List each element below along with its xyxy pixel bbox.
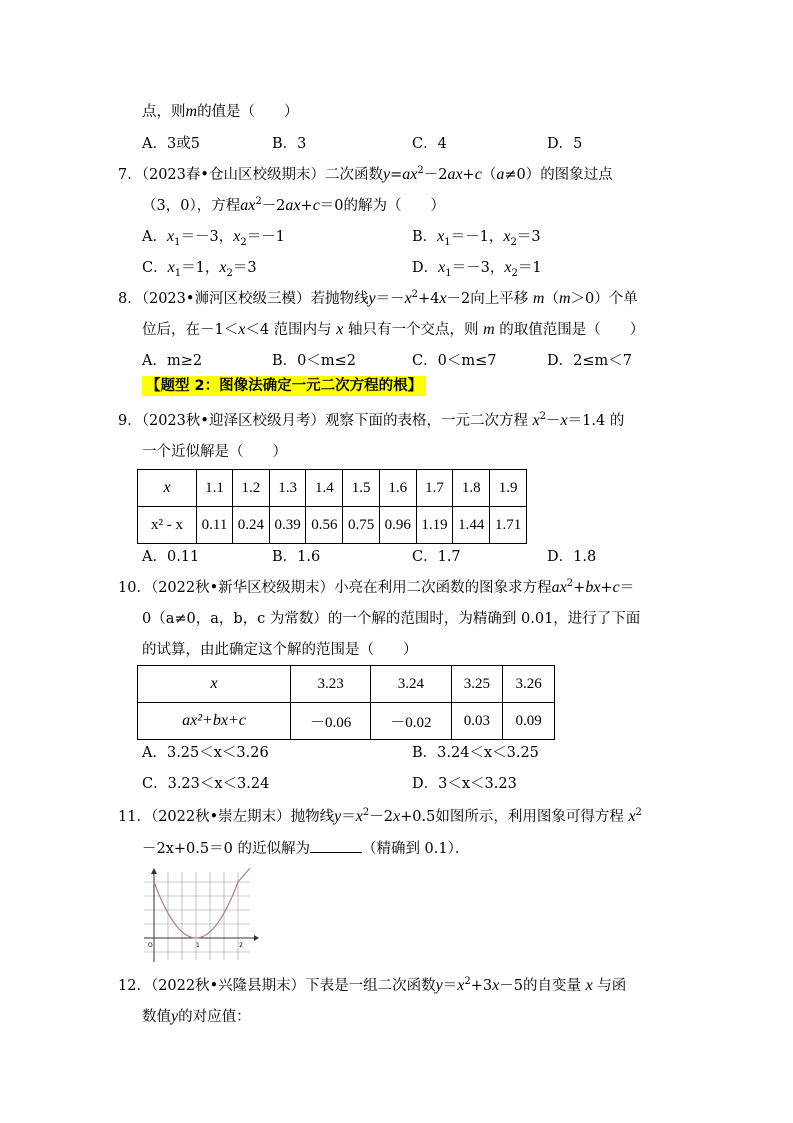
table-cell: 0.11 [197,507,233,544]
table-cell: 3.26 [503,666,555,703]
q6-option-c[interactable]: C．4 [412,136,447,152]
table-cell: 3.23 [291,666,371,703]
q9-option-d[interactable]: D．1.8 [547,549,597,565]
q8-stem-line1: 8．（2023•浉河区校级三模）若抛物线$y=-x^2+4x-2$向上平移 m（m＞0）个单 [118,289,638,307]
table-cell: 1.71 [490,507,527,544]
q9-option-a[interactable]: A．0.11 [142,549,200,565]
table-cell: 0.75 [343,507,380,544]
table-header-cell: x [138,470,197,507]
table-cell: －0.06 [291,703,371,740]
table-header-cell: x² - x [138,507,197,544]
q9-stem-line2: 一个近似解是（ ） [142,444,287,460]
table-header-cell: x [138,666,291,703]
q8-option-c[interactable]: C．0＜m≤7 [412,353,497,369]
q12-stem-line1: 12．（2022秋•兴隆县期末）下表是一组二次函数$y=x^2+3x-5$的自变量 x 与函 [118,976,627,994]
parabola-curve [154,868,250,938]
q6-stem: 点，则m的值是（ ） [142,103,299,120]
table-cell: 0.24 [233,507,270,544]
q6-option-b[interactable]: B．3 [272,136,307,152]
table-cell: 1.5 [343,470,380,507]
table-row [138,507,527,544]
q11-stem-line2: －2x+0.5＝0 的近似解为 （精确到 0.1）． [142,838,469,859]
tick-label-1: 1 [196,942,200,949]
table-cell: 0.96 [379,507,416,544]
table-row [138,666,555,703]
q10-option-d[interactable]: D．3＜x＜3.23 [412,776,517,792]
q7-stem-line2: （3，0），方程$ax^2-2ax+c=0$的解为（ ） [142,196,446,214]
q10-value-table [137,665,555,740]
table-cell: 0.56 [306,507,343,544]
q7-option-a[interactable]: A．$x_1=-3$，$x_2=-1$ [142,228,285,248]
tick-label-2: 2 [239,942,243,949]
q8-option-d[interactable]: D．2≤m＜7 [547,353,632,369]
table-cell: 1.4 [306,470,343,507]
table-cell: 1.19 [416,507,453,544]
table-cell: 1.8 [453,470,490,507]
q9-option-b[interactable]: B．1.6 [272,549,321,565]
table-cell: 1.1 [197,470,233,507]
q10-option-c[interactable]: C．3.23＜x＜3.24 [142,776,270,792]
table-cell: 1.9 [490,470,527,507]
table-cell: 0.39 [269,507,306,544]
q7-stem-line1: 7．（2023春•仓山区校级期末）二次函数$y=ax^2-2ax+c(a\ne 0)$的图象过点 [118,165,613,183]
q10-option-a[interactable]: A．3.25＜x＜3.26 [142,745,269,761]
q6-option-a[interactable]: A．3或5 [142,136,200,152]
table-cell: 1.44 [453,507,490,544]
table-cell: 3.24 [371,666,451,703]
q10-option-b[interactable]: B．3.24＜x＜3.25 [412,745,539,761]
table-cell: 1.6 [379,470,416,507]
x-axis-arrow [254,935,259,941]
q7-option-b[interactable]: B．$x_1=-1$，$x_2=3$ [412,228,541,248]
q9-value-table [137,469,527,544]
table-row [138,703,555,740]
y-axis-arrow [151,868,157,874]
section-heading-type2: 【题型 2：图像法确定一元二次方程的根】 [142,376,426,396]
q7-option-c[interactable]: C．$x_1=1$，$x_2=3$ [142,259,257,279]
table-cell: 1.3 [269,470,306,507]
q10-stem-line1: 10．（2022秋•新华区校级期末）小亮在利用二次函数的图象求方程$ax^2+bx+c=$ [118,578,635,596]
q8-stem-line2: 位后，在－1＜x＜4 范围内与 x 轴只有一个交点，则 m 的取值范围是（ ） [142,321,645,338]
table-row [138,470,527,507]
table-cell: 0.03 [451,703,503,740]
q9-stem-line1: 9．（2023秋•迎泽区校级月考）观察下面的表格，一元二次方程 $x^2-x=1.4$ 的 [118,411,625,429]
q12-stem-line2: 数值y的对应值： [142,1008,251,1025]
q6-option-d[interactable]: D．5 [547,136,583,152]
table-cell: 1.2 [233,470,270,507]
table-cell: －0.02 [371,703,451,740]
q8-option-b[interactable]: B．0＜m≤2 [272,353,357,369]
origin-label: O [148,942,153,949]
q10-stem-line3: 的试算，由此确定这个解的范围是（ ） [142,642,418,658]
table-cell: 3.25 [451,666,503,703]
answer-blank[interactable] [310,838,362,853]
q10-stem-line2: 0（a≠0，a，b，c 为常数）的一个解的范围时，为精确到 0.01，进行了下面 [142,611,641,627]
q11-parabola-graph [140,868,260,964]
table-header-cell: ax²+bx+c [138,703,291,740]
table-cell: 1.7 [416,470,453,507]
q8-option-a[interactable]: A．m≥2 [142,353,203,369]
table-cell: 0.09 [503,703,555,740]
q7-option-d[interactable]: D．$x_1=-3$，$x_2=1$ [412,259,542,279]
q11-stem-line1: 11．（2022秋•崇左期末）抛物线$y=x^2-2x+0.5$如图所示，利用图象可得方程 $x^2$ [118,807,642,825]
q9-option-c[interactable]: C．1.7 [412,549,461,565]
